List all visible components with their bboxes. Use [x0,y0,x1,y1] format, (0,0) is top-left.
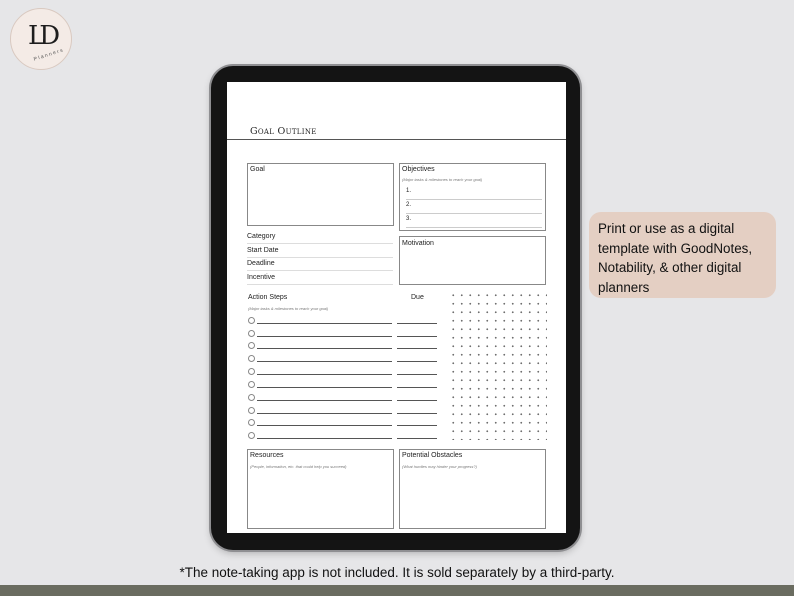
action-step-row[interactable] [248,416,438,429]
checkbox-circle[interactable] [248,407,255,414]
objectives-box[interactable] [399,163,546,231]
action-steps-label: Action Steps [248,294,288,301]
bottom-bar [0,585,794,596]
brand-logo [10,8,72,70]
logo-subtitle: Planners [33,47,66,63]
logo-monogram: LD [27,21,55,51]
action-step-row[interactable] [248,365,438,378]
deadline-field[interactable]: Deadline [247,257,393,271]
obstacles-box[interactable] [399,449,546,529]
action-steps-hint: (Major tasks & milestones to reach your goal) [248,306,329,311]
objectives-label: Objectives [402,166,435,173]
resources-box[interactable] [247,449,394,529]
obstacles-hint: (What hurdles may hinder your progress?) [402,464,477,469]
dot-grid[interactable] [449,291,547,440]
motivation-box[interactable] [399,236,546,285]
motivation-label: Motivation [402,240,434,247]
title-divider [227,139,566,140]
action-step-row[interactable] [248,339,438,352]
page-title: Goal Outline [250,126,317,137]
start-date-field[interactable]: Start Date [247,244,393,258]
checkbox-circle[interactable] [248,432,255,439]
feature-callout: Print or use as a digital template with GoodNotes, Notability, & other digital planners [589,212,776,298]
checkbox-circle[interactable] [248,317,255,324]
goal-box[interactable] [247,163,394,226]
objectives-hint: (Major tasks & milestones to reach your goal) [402,177,483,182]
tablet-device [211,66,580,550]
action-step-row[interactable] [248,378,438,391]
planner-page [227,82,566,533]
disclaimer-footnote: *The note-taking app is not included. It is sold separately by a third-party. [179,565,615,580]
resources-label: Resources [250,452,284,459]
category-field[interactable]: Category [247,230,393,244]
checkbox-circle[interactable] [248,394,255,401]
obstacles-label: Potential Obstacles [402,452,463,459]
action-step-row[interactable] [248,429,438,442]
checkbox-circle[interactable] [248,368,255,375]
action-step-row[interactable] [248,314,438,327]
incentive-field[interactable]: Incentive [247,271,393,285]
checkbox-circle[interactable] [248,355,255,362]
objective-row-3[interactable]: 3. [406,213,542,228]
checkbox-circle[interactable] [248,419,255,426]
action-step-row[interactable] [248,391,438,404]
goal-label: Goal [250,166,265,173]
objective-row-1[interactable]: 1. [406,185,542,200]
resources-hint: (People, information, etc. that could help you succeed) [250,464,347,469]
checkbox-circle[interactable] [248,381,255,388]
checkbox-circle[interactable] [248,330,255,337]
checkbox-circle[interactable] [248,342,255,349]
due-label: Due [411,294,424,301]
action-step-row[interactable] [248,352,438,365]
objective-row-2[interactable]: 2. [406,199,542,214]
